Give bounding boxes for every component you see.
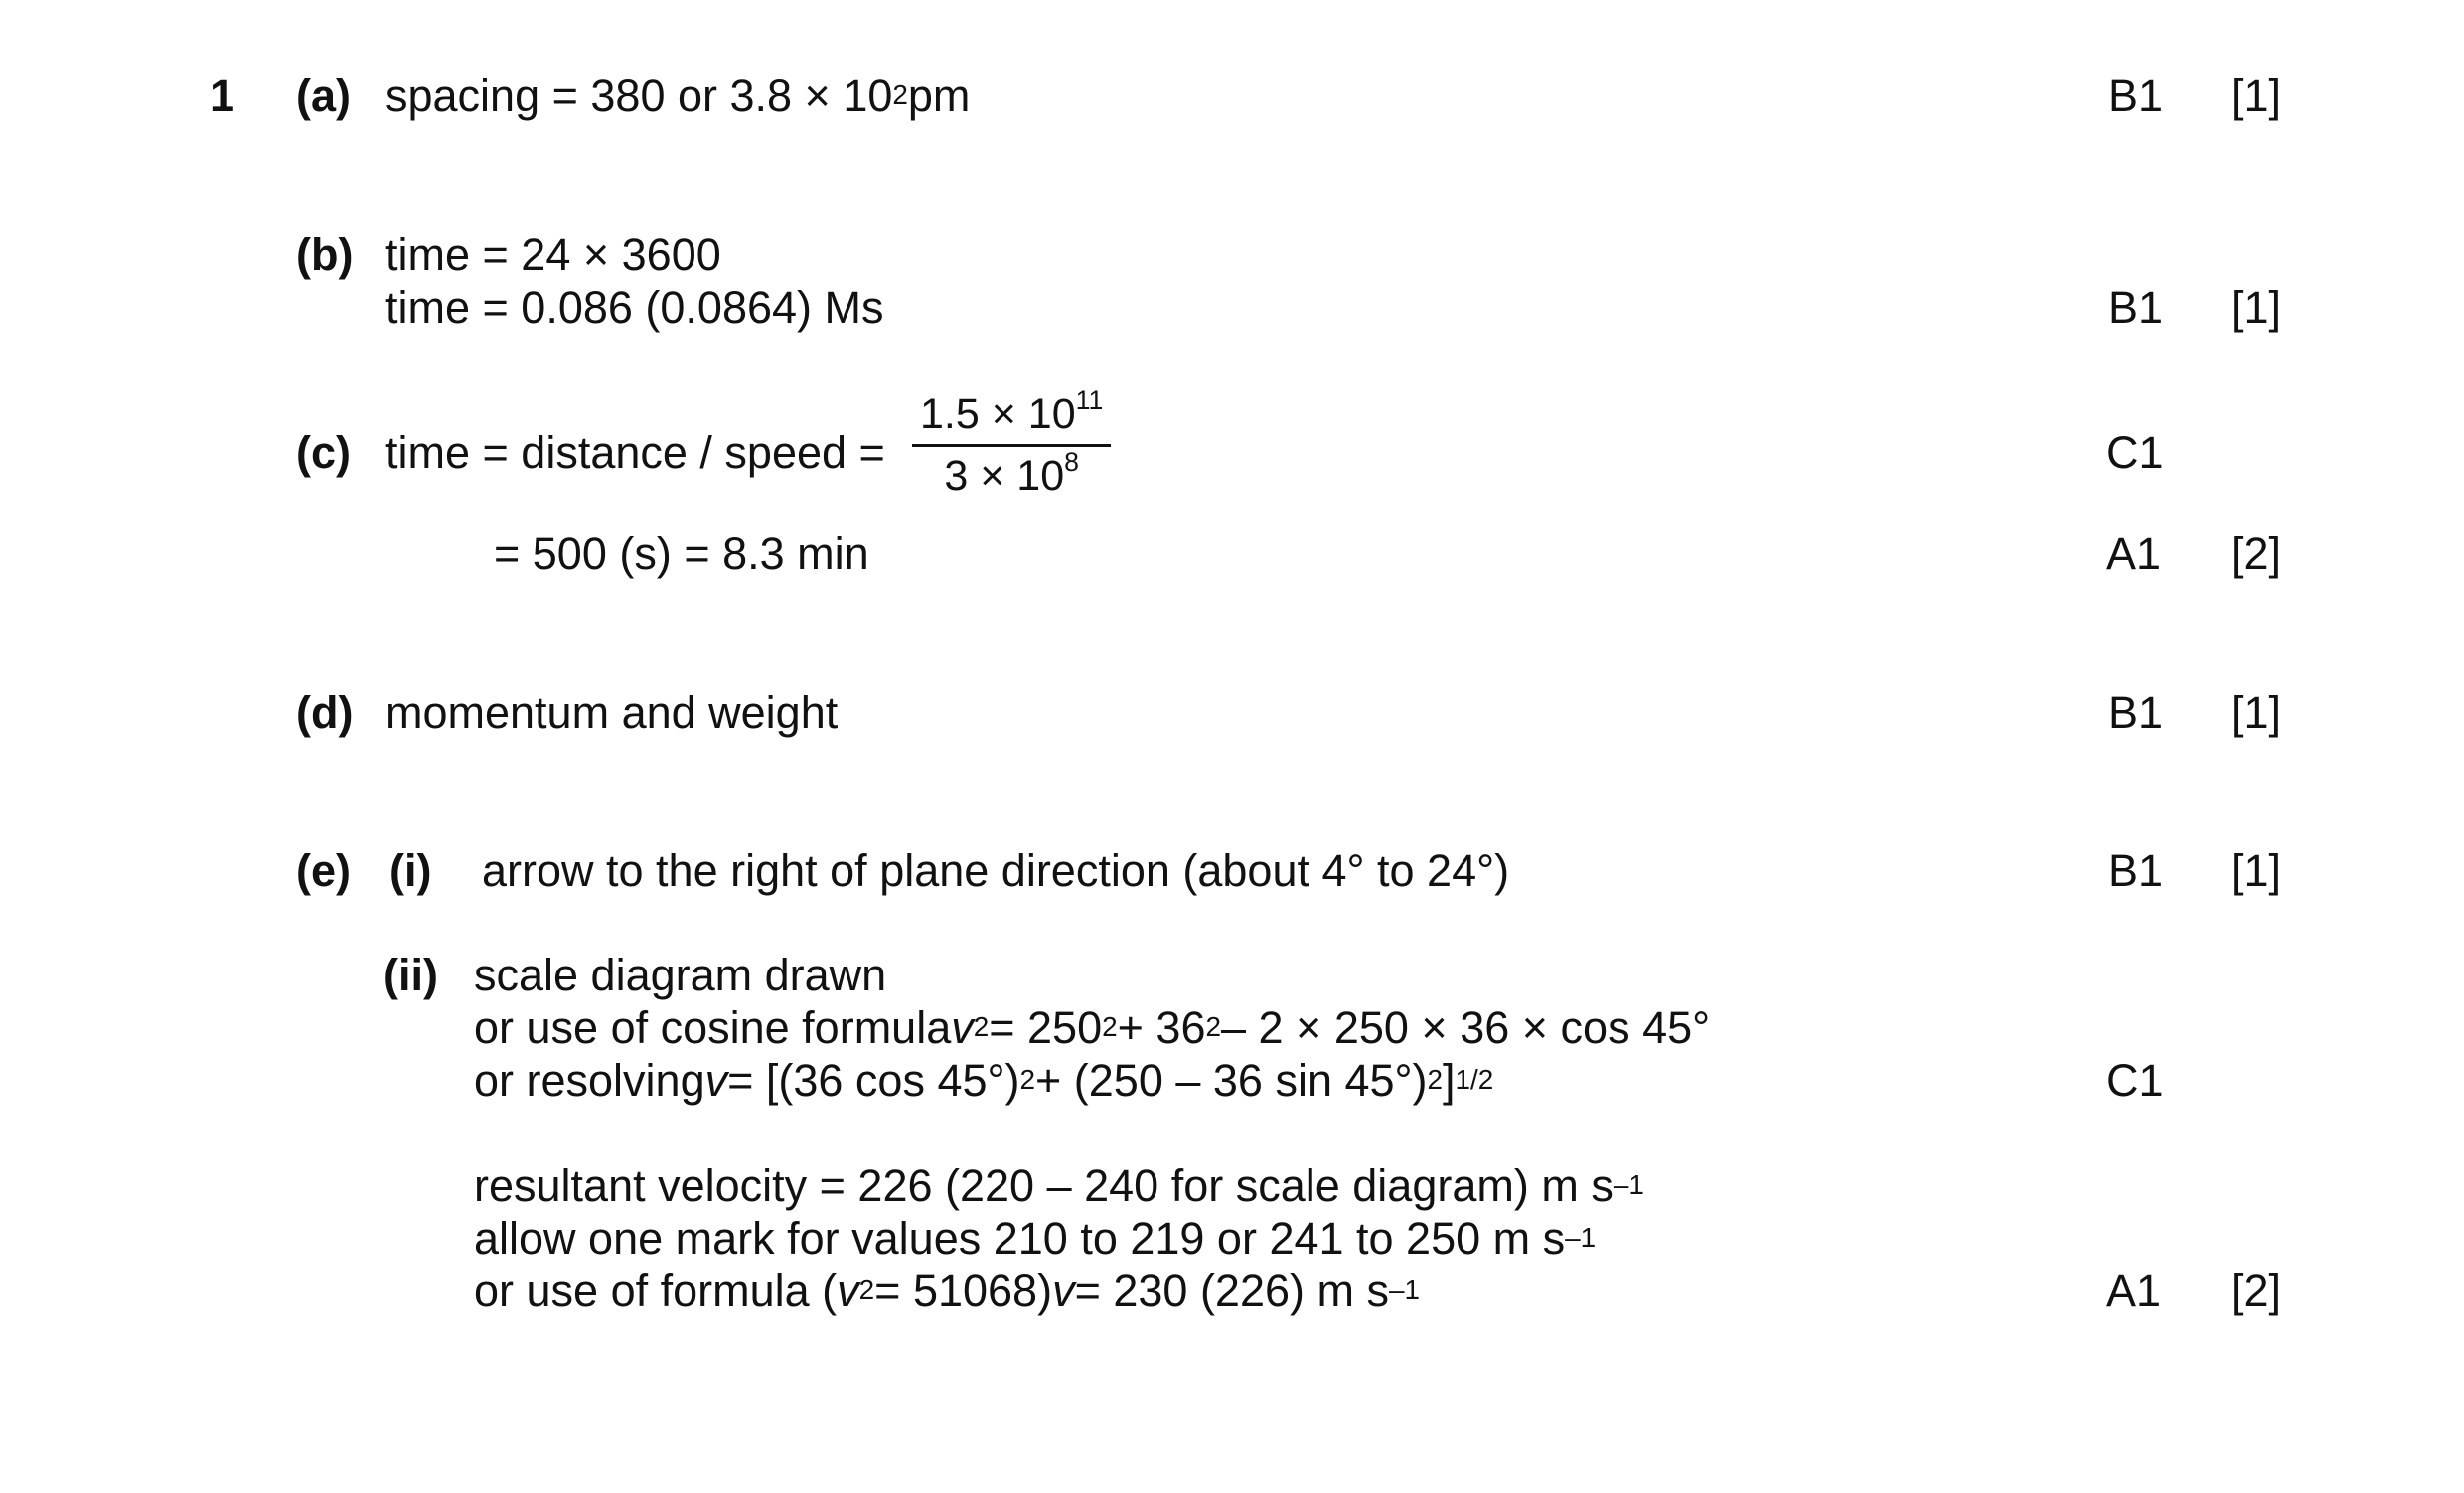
resolving-text-b: = [(36 cos 45°): [727, 1054, 1020, 1106]
part-e-i-total: [1]: [2232, 844, 2282, 896]
denominator-exponent: 8: [1064, 446, 1079, 477]
part-a-mark-code: B1: [2108, 70, 2164, 121]
part-e-ii-line1: scale diagram drawn: [474, 949, 887, 1000]
part-a-unit: pm: [907, 70, 971, 121]
part-c-fraction: [912, 384, 1111, 500]
resolving-text-a: or resolving: [474, 1054, 705, 1106]
numerator-mantissa: 1.5 × 10: [920, 390, 1076, 438]
fraction-denominator: [936, 447, 1087, 498]
part-e-ii-cosine-line: or use of cosine formula v 2 = 250 2 + 36 2 – 2 × 250 × 36 × cos 45°: [474, 1001, 1711, 1053]
resolving-text-c: + (250 – 36 sin 45°): [1035, 1054, 1428, 1106]
part-b-total: [1]: [2232, 281, 2282, 333]
part-c-total: [2]: [2232, 527, 2282, 579]
formula-text-a: or use of formula (: [474, 1265, 838, 1316]
part-a-text-pre: spacing = 380 or 3.8 × 10: [385, 70, 893, 121]
allow-text: allow one mark for values 210 to 219 or 241 to 250 m s: [474, 1212, 1566, 1264]
part-b-label: (b): [296, 228, 354, 280]
speed-fraction: [912, 384, 1111, 500]
resolving-var-v: v: [704, 1054, 728, 1106]
part-a-label: (a): [296, 70, 351, 121]
part-c-result: = 500 (s) = 8.3 min: [494, 527, 869, 579]
part-c-mark1: C1: [2106, 426, 2164, 478]
part-d-mark-code: B1: [2108, 686, 2164, 738]
formula-text-b: = 51068): [874, 1265, 1053, 1316]
question-number: 1: [210, 70, 235, 121]
part-b-mark-code: B1: [2108, 281, 2164, 333]
cosine-var-v: v: [951, 1001, 974, 1053]
part-b-line2: time = 0.086 (0.0864) Ms: [385, 281, 884, 333]
resultant-text: resultant velocity = 226 (220 – 240 for scale diagram) m s: [474, 1159, 1614, 1211]
cosine-text-d: – 2 × 250 × 36 × cos 45°: [1221, 1001, 1711, 1053]
denominator-mantissa: 3 × 10: [944, 452, 1065, 500]
part-e-i-mark-code: B1: [2108, 844, 2164, 896]
part-e-i-label: (i): [389, 844, 432, 896]
part-e-ii-mark2: A1: [2106, 1265, 2162, 1316]
part-e-ii-label: (ii): [384, 949, 438, 1000]
part-e-ii-mark1: C1: [2106, 1054, 2164, 1106]
part-e-ii-resolving-line: or resolving v = [(36 cos 45°) 2 + (250 – 36 sin 45°) 2 ] 1/2: [474, 1054, 1494, 1106]
part-e-label: (e): [296, 844, 351, 896]
formula-text-c: = 230 (226) m s: [1074, 1265, 1389, 1316]
part-e-i-text: arrow to the right of plane direction (about 4° to 24°): [482, 844, 1510, 896]
fraction-numerator: [912, 384, 1111, 447]
part-d-total: [1]: [2232, 686, 2282, 738]
part-e-ii-resultant-line: resultant velocity = 226 (220 – 240 for scale diagram) m s –1: [474, 1159, 1644, 1211]
part-d-label: (d): [296, 686, 354, 738]
cosine-text-b: = 250: [989, 1001, 1103, 1053]
resolving-text-d: ]: [1443, 1054, 1456, 1106]
part-a-total: [1]: [2232, 70, 2282, 121]
part-a-text: spacing = 380 or 3.8 × 10 2 pm: [385, 70, 971, 121]
part-c-prefix: time = distance / speed =: [385, 426, 885, 478]
part-e-ii-formula-line: or use of formula ( v 2 = 51068) v = 230 (226) m s –1: [474, 1265, 1421, 1316]
part-c-mark2: A1: [2106, 527, 2162, 579]
part-b-line1: time = 24 × 3600: [385, 228, 721, 280]
formula-var-v1: v: [837, 1265, 859, 1316]
numerator-exponent: 11: [1075, 384, 1104, 415]
part-e-ii-total: [2]: [2232, 1265, 2282, 1316]
part-e-ii-allow-line: allow one mark for values 210 to 219 or 241 to 250 m s –1: [474, 1212, 1597, 1264]
cosine-text-a: or use of cosine formula: [474, 1001, 952, 1053]
part-d-text: momentum and weight: [385, 686, 839, 738]
cosine-text-c: + 36: [1117, 1001, 1206, 1053]
part-c-label: (c): [296, 426, 351, 478]
formula-var-v2: v: [1052, 1265, 1075, 1316]
